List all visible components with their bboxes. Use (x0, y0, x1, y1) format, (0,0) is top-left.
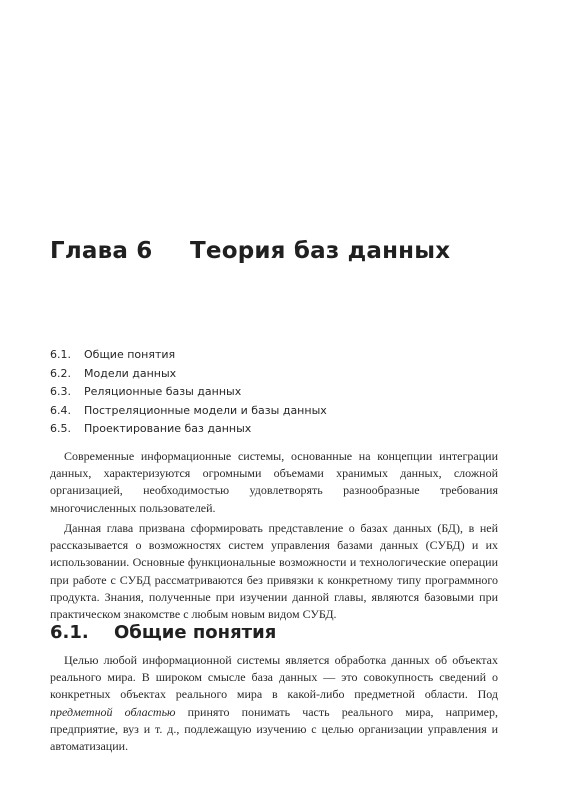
toc-item (50, 402, 327, 421)
term-emphasis: предметной областью (50, 704, 176, 719)
section-number: 6.1. (50, 622, 89, 643)
chapter-heading (50, 238, 450, 264)
chapter-contents (50, 346, 327, 439)
section-paragraph-1 (50, 652, 498, 755)
toc-item-title: Модели данных (84, 366, 177, 380)
paragraph-text: Данная глава призвана сформировать представление о базах данных (БД), в ней рассказывается о возможностях систем управления базами данных (СУБД) и их использовании. Основные функциональные возможности и технологические операции при работе с СУБД рассматриваются без привязки к конкретному типу программного продукта. Знания, полученные при изучении данной главы, являются базовыми при практическом знакомстве с любым новым видом СУБД. (50, 521, 498, 622)
toc-item-title: Реляционные базы данных (84, 385, 242, 398)
toc-item (50, 383, 327, 402)
toc-item (50, 346, 327, 365)
section-heading (50, 622, 276, 643)
chapter-title: Теория баз данных (190, 238, 451, 264)
toc-item-number: 6.4. (50, 403, 71, 417)
section-title: Общие понятия (114, 622, 277, 643)
toc-item-number: 6.2. (50, 366, 71, 380)
toc-item (50, 365, 327, 384)
paragraph-text-start: Целью любой информационной системы является обработка данных об объектах реального мира. В широком смысле база данных — это совокупность сведений о конкретных объектах реального мира в какой-либо предметной области. Под (50, 653, 498, 702)
intro-paragraph-1 (50, 448, 498, 517)
toc-item-number: 6.3. (50, 385, 71, 398)
intro-paragraph-2 (50, 520, 498, 623)
chapter-number: Глава 6 (50, 238, 153, 264)
paragraph-text-end: принято понимать часть реального мира, например, предприятие, вуз и т. д., подлежащую изучению с целью организации управления и автоматизации. (50, 704, 498, 754)
paragraph-text (50, 652, 498, 755)
toc-item-title: Общие понятия (84, 348, 176, 361)
toc-item (50, 420, 327, 439)
toc-item-title: Постреляционные модели и базы данных (84, 403, 327, 417)
toc-item-number: 6.1. (50, 348, 71, 361)
toc-item-number: 6.5. (50, 422, 71, 435)
toc-item-title: Проектирование баз данных (84, 422, 252, 435)
paragraph-text: Современные информационные системы, основанные на концепции интеграции данных, характеризуются огромными объемами хранимых данных, сложной организацией, необходимостью удовлетворять разнообразные требования многочисленных пользователей. (50, 449, 498, 515)
